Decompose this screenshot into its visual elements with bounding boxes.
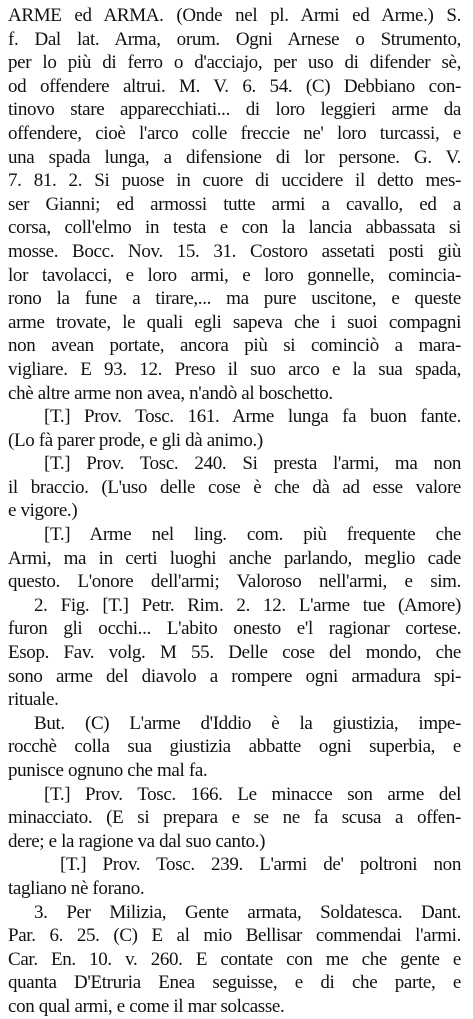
- text-line: But. (C) L'arme d'Iddio è la giustizia, impe-: [34, 712, 461, 734]
- text-line: 2. Fig. [T.] Petr. Rim. 2. 12. L'arme tue (Amore): [34, 594, 461, 616]
- text-line: [T.] Prov. Tosc. 161. Arme lunga fa buon fante.: [44, 406, 461, 428]
- text-line: Car. En. 10. v. 260. E contate con me che gente e: [8, 948, 461, 970]
- text-line: rituale.: [8, 689, 59, 711]
- text-line: od offendere altrui. M. V. 6. 54. (C) Debbiano con-: [8, 75, 461, 97]
- text-line: tinovo stare apparecchiati... di loro leggieri arme da: [8, 99, 461, 121]
- text-line: per lo più di ferro o d'acciajo, per uso di difender sè,: [8, 52, 461, 74]
- text-line: lor tavolacci, e loro armi, e loro gonnelle, comincia-: [8, 264, 461, 286]
- text-line: arme trovate, le quali egli sapeva che i suoi compagni: [8, 311, 461, 333]
- text-line: 3. Per Milizia, Gente armata, Soldatesca. Dant.: [34, 901, 461, 923]
- text-line: Par. 6. 25. (C) E al mio Bellisar commendai l'armi.: [8, 925, 461, 947]
- text-line: ARME ed ARMA. (Onde nel pl. Armi ed Arme.) S.: [8, 5, 461, 26]
- text-line: sono arme del diavolo a rompere ogni armadura spi-: [8, 665, 461, 687]
- text-line: f. Dal lat. Arma, orum. Ogni Arnese o Strumento,: [8, 28, 461, 50]
- text-line: offendere, cioè l'arco colle freccie ne' loro turcassi, e: [8, 122, 461, 144]
- text-line: Armi, ma in certi luoghi anche parlando, meglio cade: [8, 547, 461, 569]
- text-line: corsa, coll'elmo in testa e con la lancia abbassata si: [8, 217, 461, 239]
- dictionary-entry-arme: [8, 4, 461, 1019]
- text-line: punisce ognuno che mal fa.: [8, 760, 208, 781]
- text-line: mosse. Bocc. Nov. 15. 31. Costoro assetati posti giù: [8, 240, 461, 262]
- text-line: [T.] Arme nel ling. com. più frequente che: [44, 524, 461, 546]
- text-line: una spada lunga, a difensione di lor persone. G. V.: [8, 146, 461, 168]
- text-line: Esop. Fav. volg. M 55. Delle cose del mondo, che: [8, 642, 461, 664]
- text-line: [T.] Prov. Tosc. 166. Le minacce son arme del: [44, 783, 461, 805]
- text-line: furon gli occhi... L'abito onesto e'l ragionar cortese.: [8, 618, 461, 640]
- text-line: [T.] Prov. Tosc. 240. Si presta l'armi, ma non: [44, 453, 461, 475]
- text-line: minacciato. (E si prepara e se ne fa scusa a offen-: [8, 807, 461, 829]
- text-line: il braccio. (L'uso delle cose è che dà ad esse valore: [8, 476, 461, 498]
- text-line: non avean portate, ancora più si cominciò a mara-: [8, 335, 461, 357]
- text-line: chè altre arme non avea, n'andò al boschetto.: [8, 382, 333, 404]
- text-line: (Lo fà parer prode, e gli dà animo.): [8, 429, 263, 451]
- text-line: quanta D'Etruria Enea seguisse, e di che parte, e: [8, 972, 461, 994]
- text-line: ser Gianni; ed armossi tutte armi a cavallo, ed a: [8, 193, 461, 215]
- text-line: e vigore.): [8, 500, 78, 522]
- text-line: questo. L'onore dell'armi; Valoroso nell'armi, e sim.: [8, 571, 461, 593]
- text-line: rocchè colla sua giustizia abbatte ogni superbia, e: [8, 736, 461, 758]
- text-line: [T.] Prov. Tosc. 239. L'armi de' poltroni non: [60, 854, 461, 876]
- text-line: vigliare. E 93. 12. Preso il suo arco e la sua spada,: [8, 358, 461, 380]
- text-line: con qual armi, e come il mar solcasse.: [8, 995, 285, 1017]
- text-line: dere; e la ragione va dal suo canto.): [8, 830, 266, 852]
- text-line: 7. 81. 2. Si puose in cuore di uccidere il detto mes-: [8, 170, 461, 192]
- text-line: rono la fune a tirare,... ma pure uscitone, e queste: [8, 288, 461, 310]
- text-line: tagliano nè forano.: [8, 877, 145, 899]
